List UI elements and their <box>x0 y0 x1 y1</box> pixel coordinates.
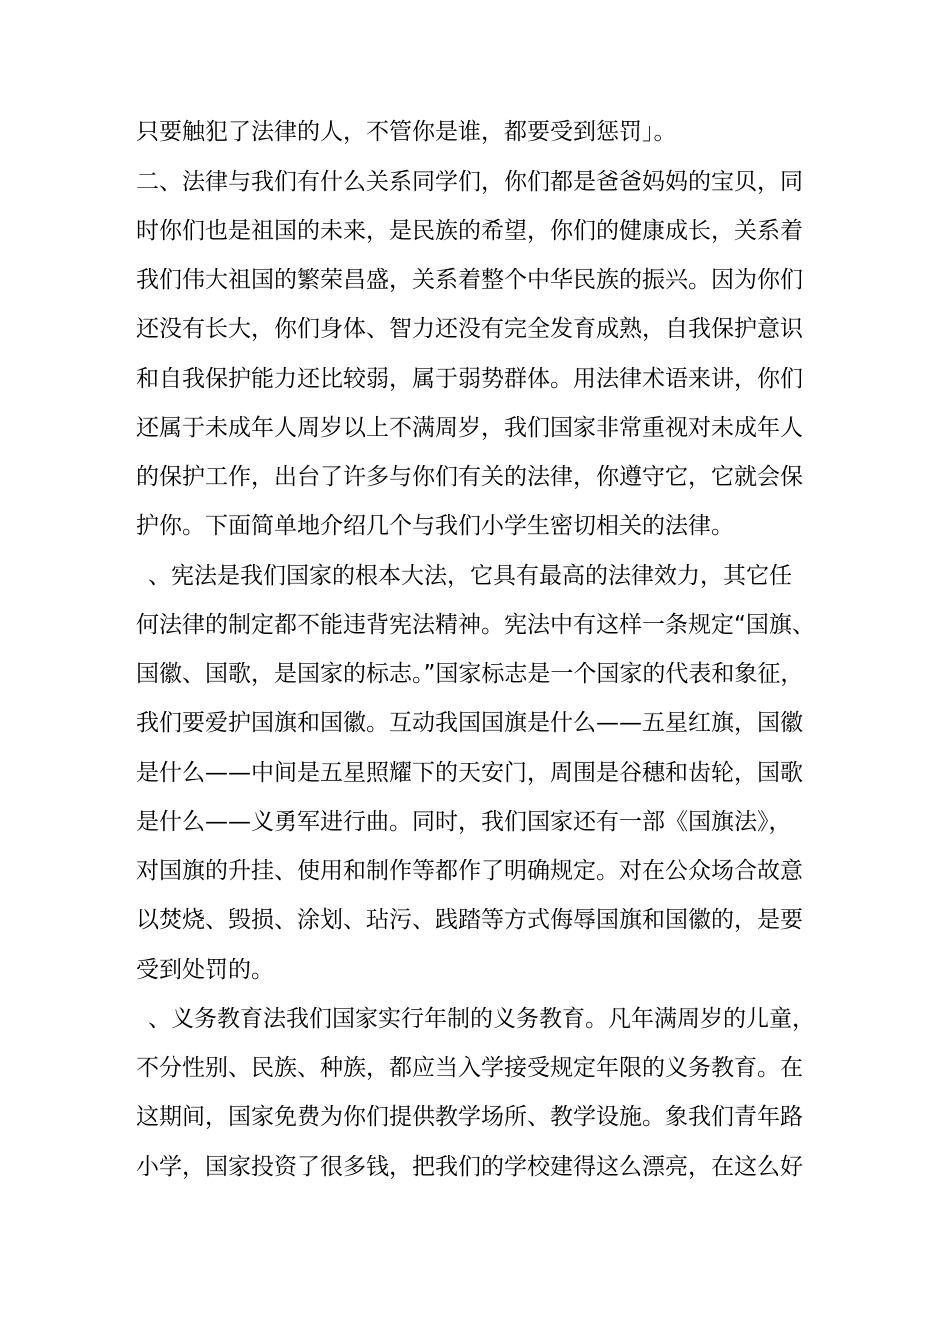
text-line: 是什么——义勇军进行曲。同时，我们国家还有一部《国旗法》， <box>136 809 792 835</box>
text-line: 小学，国家投资了很多钱，把我们的学校建得这么漂亮，在这么好 <box>136 1154 803 1180</box>
text-line: 还属于未成年人周岁以上不满周岁，我们国家非常重视对未成年人 <box>136 415 803 441</box>
text-line: 和自我保护能力还比较弱，属于弱势群体。用法律术语来讲，你们 <box>136 366 803 392</box>
text-line: 、义务教育法我们国家实行年制的义务教育。凡年满周岁的儿童， <box>148 1006 815 1032</box>
text-line: 不分性别、民族、种族，都应当入学接受规定年限的义务教育。在 <box>136 1055 803 1081</box>
text-line: 何法律的制定都不能违背宪法精神。宪法中有这样一条规定“国旗、 <box>136 612 815 638</box>
text-line: 二、法律与我们有什么关系同学们，你们都是爸爸妈妈的宝贝，同 <box>136 169 803 195</box>
text-line: 只要触犯了法律的人，不管你是谁，都要受到惩罚」。 <box>136 119 677 145</box>
text-line: 时你们也是祖国的未来，是民族的希望，你们的健康成长，关系着 <box>136 218 803 244</box>
text-line: 受到处罚的。 <box>136 957 274 983</box>
text-line: 以焚烧、毁损、涂划、玷污、践踏等方式侮辱国旗和国徽的，是要 <box>136 907 803 933</box>
text-line: 是什么——中间是五星照耀下的天安门，周围是谷穗和齿轮，国歌 <box>136 760 803 786</box>
text-line: 、宪法是我们国家的根本大法，它具有最高的法律效力，其它任 <box>148 563 792 589</box>
text-line: 对国旗的升挂、使用和制作等都作了明确规定。对在公众场合故意 <box>136 858 803 884</box>
text-line: 护你。下面简单地介绍几个与我们小学生密切相关的法律。 <box>136 513 734 539</box>
text-line: 还没有长大，你们身体、智力还没有完全发育成熟，自我保护意识 <box>136 316 803 342</box>
text-line: 我们要爱护国旗和国徽。互动我国国旗是什么——五星红旗，国徽 <box>136 710 803 736</box>
text-line: 国徽、国歌，是国家的标志。”国家标志是一个国家的代表和象征， <box>136 661 804 687</box>
text-line: 这期间，国家免费为你们提供教学场所、教学设施。象我们青年路 <box>136 1104 803 1130</box>
text-line: 的保护工作，出台了许多与你们有关的法律，你遵守它，它就会保 <box>136 464 803 490</box>
text-line: 我们伟大祖国的繁荣昌盛，关系着整个中华民族的振兴。因为你们 <box>136 267 803 293</box>
